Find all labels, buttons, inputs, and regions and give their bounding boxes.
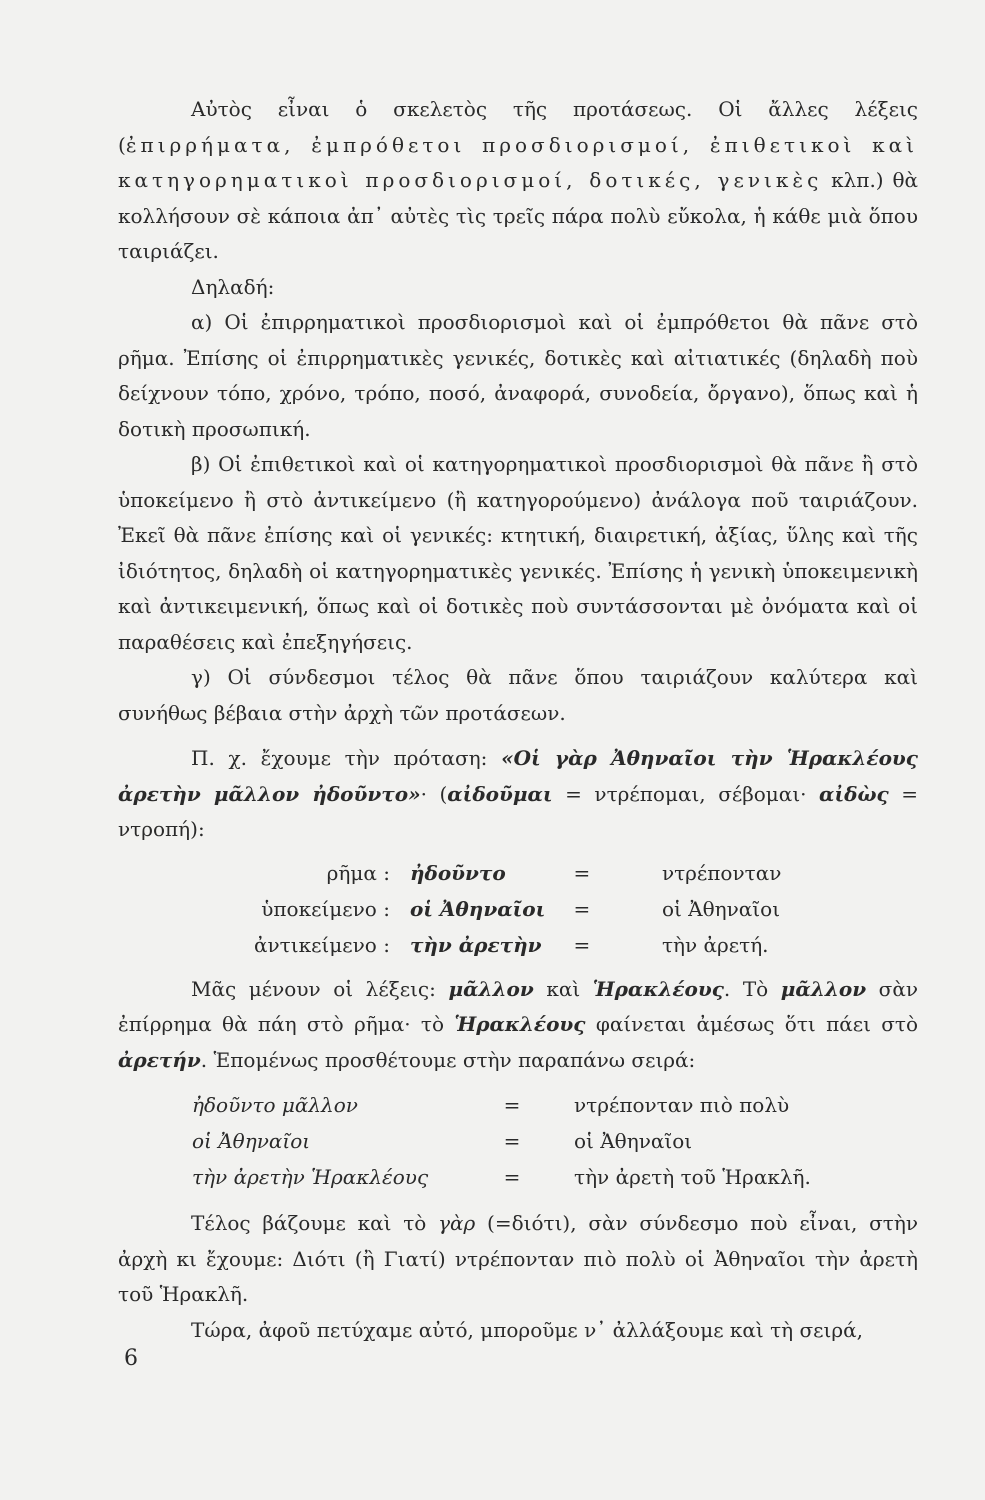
paragraph-example: Π. χ. ἔχουμε τὴν πρόταση: «Οἱ γὰρ Ἀθηναῖοι τὴν Ἡρακλέους ἀρετὴν μᾶλλον ἠδοῦντο»· (αἰδοῦμαι = ντρέπομαι, σέβομαι· αἰδὼς = ντροπή): xyxy=(118,746,918,841)
paragraph-rule-c: γ) Οἱ σύνδεσμοι τέλος θὰ πᾶνε ὅπου ταιριάζουν καλύτερα καὶ συνήθως βέβαια στὴν ἀρχὴ τῶν προτάσεων. xyxy=(118,665,918,725)
parse-table xyxy=(254,856,781,964)
example-sentence: «Οἱ γὰρ Ἀθηναῖοι τὴν Ἡρακλέους ἀρετὴν μᾶλλον ἠδοῦντο» xyxy=(118,746,918,806)
paragraph-rule-a: α) Οἱ ἐπιρρηματικοὶ προσδιορισμοὶ καὶ οἱ ἐμπρόθετοι θὰ πᾶνε στὸ ρῆμα. Ἐπίσης οἱ ἐπιρρηματικὲς γενικές, δοτικὲς καὶ αἰτιατικές (δηλαδὴ ποὺ δείχνουν τόπο, χρόνο, τρόπο, ποσό, ἀναφορά, συνοδεία, ὄργανο), ὅπως καὶ ἡ δοτικὴ προσωπική. xyxy=(118,310,918,441)
paragraph-skeleton: Αὐτὸς εἶναι ὁ σκελετὸς τῆς προτάσεως. Οἱ ἄλλες λέξεις (ἐπιρρήματα, ἐμπρόθετοι προσδιορισμοί, ἐπιθετικοὶ καὶ κατηγορηματικοὶ προσδιορισμοί, δοτικές, γενικὲς κλπ.) θὰ κολλήσουν σὲ κάποια ἀπ᾽ αὐτὲς τὶς τρεῖς πάρα πολὺ εὔκολα, ἡ κάθε μιὰ ὅπου ταιριάζει. xyxy=(118,97,918,263)
paragraph-reorder: Τώρα, ἀφοῦ πετύχαμε αὐτό, μποροῦμε ν᾽ ἀλλάξουμε καὶ τὴ σειρά, xyxy=(191,1317,864,1342)
paragraph-remaining-words: Μᾶς μένουν οἱ λέξεις: μᾶλλον καὶ Ἡρακλέους. Τὸ μᾶλλον σὰν ἐπίρρημα θὰ πάη στὸ ρῆμα· τὸ Ἡρακλέους φαίνεται ἀμέσως ὅτι πάει στὸ ἀρετήν. Ἑπομένως προσθέτουμε στὴν παραπάνω σειρά: xyxy=(118,976,919,1072)
table-row: ἠδοῦντο μᾶλλον = ντρέπονταν πιὸ πολὺ xyxy=(192,1093,790,1118)
paragraph-namely: Δηλαδή: xyxy=(191,274,275,299)
table-row: τὴν ἀρετὴν Ἡρακλέους = τὴν ἀρετὴ τοῦ Ἡρακλῆ. xyxy=(192,1165,811,1190)
table-row: ρῆμα : ἠδοῦντο = ντρέπονταν xyxy=(326,860,782,885)
table-row: ἀντικείμενο : τὴν ἀρετὴν = τὴν ἀρετή. xyxy=(254,932,769,957)
page-number: 6 xyxy=(124,1346,138,1371)
order-table xyxy=(192,1088,811,1196)
page-body xyxy=(118,92,918,1348)
spaced-term-list: ἐπιρρήματα, ἐμπρόθετοι προσδιορισμοί, ἐπιθετικοὶ καὶ κατηγορηματικοὶ προσδιορισμοί, δοτικές, γενικὲς xyxy=(118,132,918,192)
table-row: οἱ Ἀθηναῖοι = οἱ Ἀθηναῖοι xyxy=(192,1129,693,1154)
paragraph-conjunction: Τέλος βάζουμε καὶ τὸ γὰρ (=διότι), σὰν σύνδεσμο ποὺ εἶναι, στὴν ἀρχὴ κι ἔχουμε: Διότι (ἢ Γιατί) ντρέπονταν πιὸ πολὺ οἱ Ἀθηναῖοι τὴν ἀρετὴ τοῦ Ἡρακλῆ. xyxy=(118,1211,919,1306)
table-row: ὑποκείμενο : οἱ Ἀθηναῖοι = οἱ Ἀθηναῖοι xyxy=(261,896,781,921)
paragraph-rule-b: β) Οἱ ἐπιθετικοὶ καὶ οἱ κατηγορηματικοὶ προσδιορισμοὶ θὰ πᾶνε ἢ στὸ ὑποκείμενο ἢ στὸ ἀντικείμενο (ἢ κατηγορούμενο) ἀνάλογα ποῦ ταιριάζουν. Ἐκεῖ θὰ πᾶνε ἐπίσης καὶ οἱ γενικές: κτητική, διαιρετική, ἀξίας, ὕλης καὶ τῆς ἰδιότητος, δηλαδὴ οἱ κατηγορηματικὲς γενικές. Ἐπίσης ἡ γενικὴ ὑποκειμενικὴ καὶ ἀντικειμενική, ὅπως καὶ οἱ δοτικὲς ποὺ συντάσσονται μὲ ὀνόματα καὶ οἱ παραθέσεις καὶ ἐπεξηγήσεις. xyxy=(118,452,918,654)
